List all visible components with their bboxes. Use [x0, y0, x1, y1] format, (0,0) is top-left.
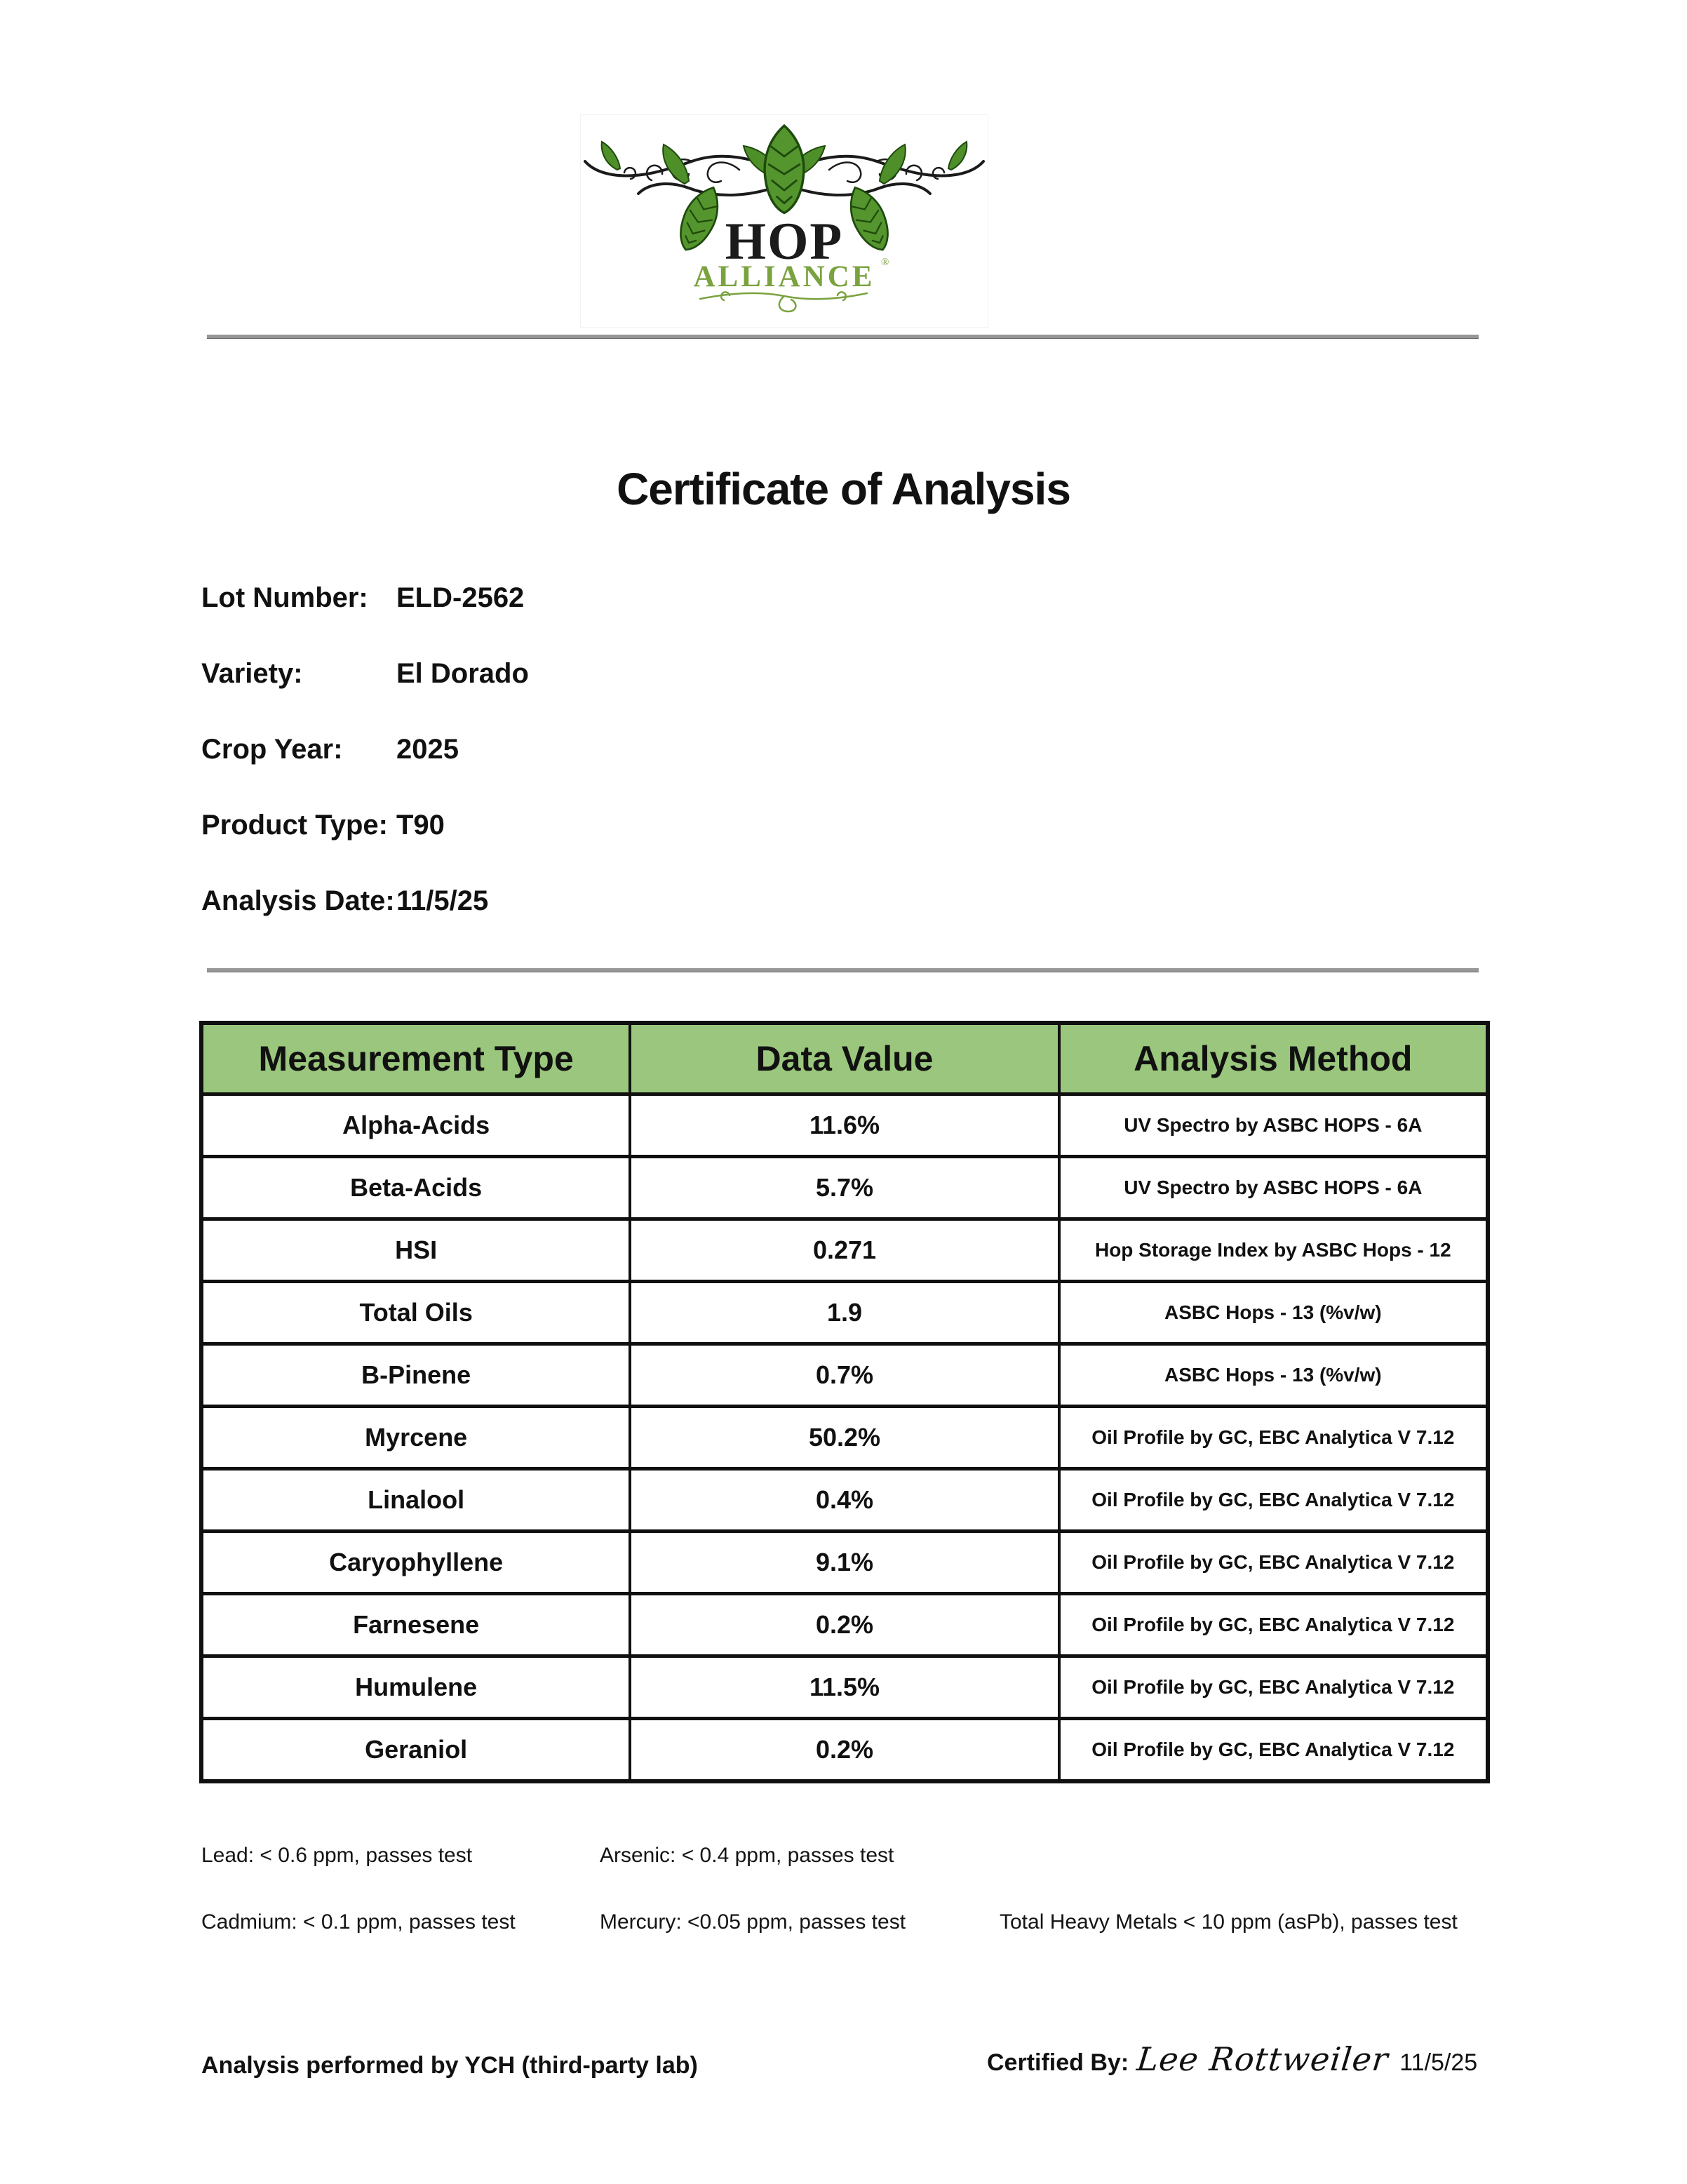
method-cell: Oil Profile by GC, EBC Analytica V 7.12 — [1059, 1532, 1488, 1594]
table-row — [201, 1094, 1488, 1157]
measurement-cell: Farnesene — [201, 1594, 630, 1656]
measurement-cell: Myrcene — [201, 1407, 630, 1469]
green-flourish-icon — [700, 292, 867, 311]
certifier-signature: Lee Rottweiler — [1135, 2040, 1391, 2078]
certification-block — [987, 2040, 1477, 2078]
measurement-cell: Humulene — [201, 1656, 630, 1719]
brand-word-alliance: ALLIANCE — [693, 260, 875, 293]
measurement-cell: Caryophyllene — [201, 1532, 630, 1594]
table-header-row — [201, 1023, 1488, 1094]
heavy-metal-arsenic: Arsenic: < 0.4 ppm, passes test — [600, 1844, 894, 1867]
heavy-metal-lead: Lead: < 0.6 ppm, passes test — [201, 1844, 473, 1867]
variety-row — [201, 657, 529, 732]
lot-number-value: ELD-2562 — [396, 582, 525, 613]
page-title: Certificate of Analysis — [617, 464, 1070, 514]
analysis-date-value: 11/5/25 — [396, 885, 489, 916]
table-row — [201, 1219, 1488, 1282]
analysis-date-row — [201, 884, 529, 960]
method-cell: UV Spectro by ASBC HOPS - 6A — [1059, 1094, 1488, 1157]
analysis-table — [199, 1021, 1490, 1783]
method-cell: Oil Profile by GC, EBC Analytica V 7.12 — [1059, 1719, 1488, 1782]
top-divider — [207, 335, 1479, 339]
value-cell: 9.1% — [630, 1532, 1058, 1594]
measurement-cell: Geraniol — [201, 1719, 630, 1782]
brand-word-hop: HOP — [725, 213, 844, 271]
lot-number-row — [201, 581, 529, 657]
hop-alliance-logo — [580, 114, 988, 328]
product-type-row — [201, 808, 529, 884]
value-cell: 0.2% — [630, 1719, 1058, 1782]
registered-trademark-icon: ® — [881, 257, 889, 268]
value-cell: 50.2% — [630, 1407, 1058, 1469]
table-row — [201, 1282, 1488, 1344]
product-type-label: Product Type: — [201, 810, 388, 840]
heavy-metal-cadmium: Cadmium: < 0.1 ppm, passes test — [201, 1910, 516, 1934]
measurement-cell: HSI — [201, 1219, 630, 1282]
measurement-cell: Alpha-Acids — [201, 1094, 630, 1157]
product-type-value: T90 — [396, 810, 445, 840]
performed-by-note: Analysis performed by YCH (third-party lab) — [201, 2052, 698, 2079]
table-row — [201, 1594, 1488, 1656]
value-cell: 1.9 — [630, 1282, 1058, 1344]
method-cell: Oil Profile by GC, EBC Analytica V 7.12 — [1059, 1656, 1488, 1719]
table-row — [201, 1656, 1488, 1719]
table-row — [201, 1407, 1488, 1469]
measurement-cell: Linalool — [201, 1469, 630, 1532]
table-row — [201, 1469, 1488, 1532]
value-cell: 11.6% — [630, 1094, 1058, 1157]
col-header-data-value: Data Value — [630, 1023, 1058, 1094]
measurement-cell: Total Oils — [201, 1282, 630, 1344]
analysis-date-label: Analysis Date: — [201, 885, 395, 916]
method-cell: Oil Profile by GC, EBC Analytica V 7.12 — [1059, 1469, 1488, 1532]
lot-number-label: Lot Number: — [201, 582, 368, 613]
table-row — [201, 1344, 1488, 1407]
method-cell: Oil Profile by GC, EBC Analytica V 7.12 — [1059, 1594, 1488, 1656]
variety-label: Variety: — [201, 658, 303, 689]
crop-year-value: 2025 — [396, 734, 459, 765]
value-cell: 11.5% — [630, 1656, 1058, 1719]
variety-value: El Dorado — [396, 658, 529, 689]
certification-date: 11/5/25 — [1399, 2049, 1478, 2076]
table-row — [201, 1157, 1488, 1219]
measurement-cell: Beta-Acids — [201, 1157, 630, 1219]
method-cell: ASBC Hops - 13 (%v/w) — [1059, 1282, 1488, 1344]
hop-alliance-logo-art — [581, 115, 988, 326]
method-cell: Oil Profile by GC, EBC Analytica V 7.12 — [1059, 1407, 1488, 1469]
value-cell: 0.7% — [630, 1344, 1058, 1407]
col-header-analysis-method: Analysis Method — [1059, 1023, 1488, 1094]
mid-divider — [207, 968, 1479, 972]
measurement-cell: B-Pinene — [201, 1344, 630, 1407]
col-header-measurement-type: Measurement Type — [201, 1023, 630, 1094]
crop-year-row — [201, 732, 529, 808]
table-row — [201, 1532, 1488, 1594]
method-cell: ASBC Hops - 13 (%v/w) — [1059, 1344, 1488, 1407]
value-cell: 0.2% — [630, 1594, 1058, 1656]
heavy-metal-total: Total Heavy Metals < 10 ppm (asPb), passes test — [1000, 1910, 1458, 1934]
value-cell: 0.271 — [630, 1219, 1058, 1282]
value-cell: 0.4% — [630, 1469, 1058, 1532]
method-cell: UV Spectro by ASBC HOPS - 6A — [1059, 1157, 1488, 1219]
table-row — [201, 1719, 1488, 1782]
crop-year-label: Crop Year: — [201, 734, 343, 765]
value-cell: 5.7% — [630, 1157, 1058, 1219]
method-cell: Hop Storage Index by ASBC Hops - 12 — [1059, 1219, 1488, 1282]
heavy-metal-mercury: Mercury: <0.05 ppm, passes test — [600, 1910, 906, 1934]
lot-info-block — [201, 581, 529, 960]
certified-by-label: Certified By: — [987, 2049, 1129, 2076]
